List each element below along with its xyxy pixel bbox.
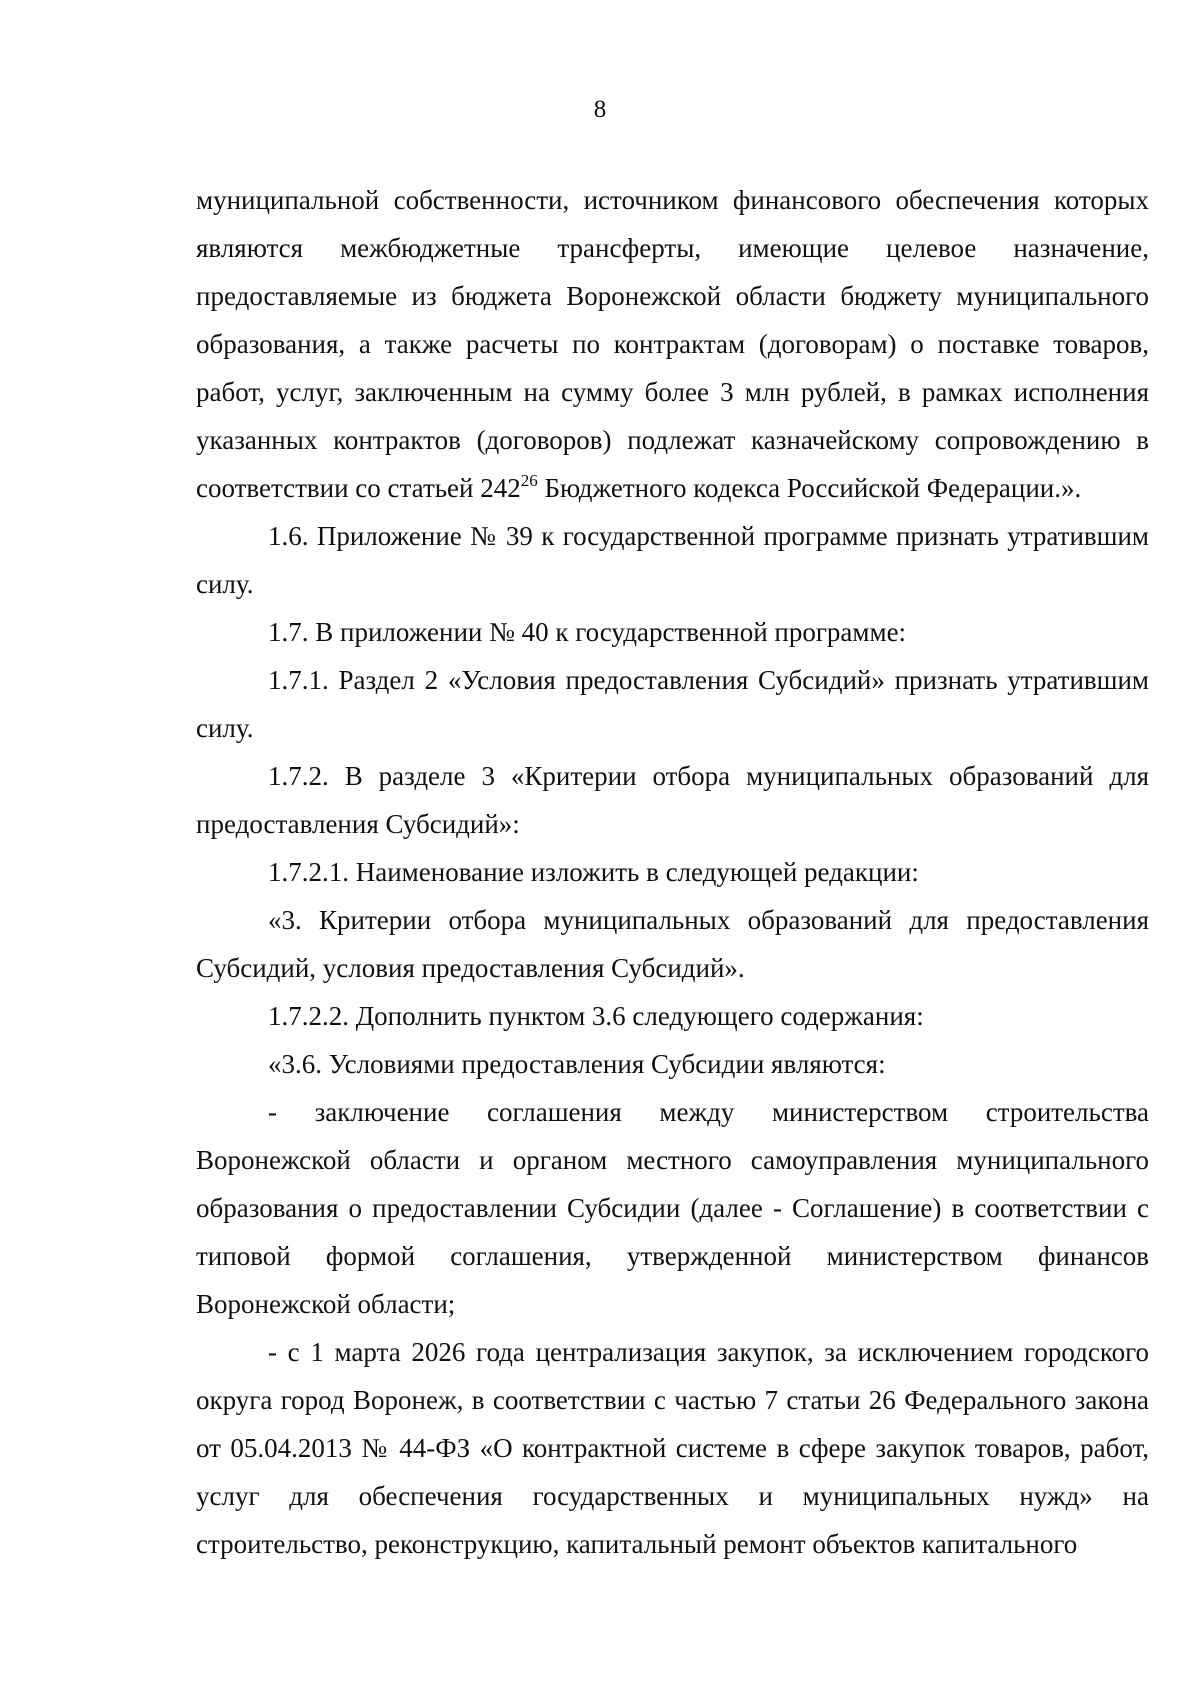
list-item-agreement: - заключение соглашения между министерством строительства Воронежской области и органом местного самоуправления муниципального образования о предоставлении Субсидии (далее - Соглашение) в соответствии с типовой формой соглашения, утвержденной министерством финансов Воронежской области;: [196, 1097, 1149, 1319]
list-item-procurement: - с 1 марта 2026 года централизация закупок, за исключением городского округа город Воронеж, в соответствии с частью 7 статьи 26 Федерального закона от 05.04.2013 № 44-ФЗ «О контрактной системе в сфере закупок товаров, работ, услуг для обеспечения государственных и муниципальных нужд» на строительство, реконструкцию, капитальный ремонт объектов капитального: [196, 1337, 1149, 1559]
paragraph-item-3-6: «3.6. Условиями предоставления Субсидии являются:: [268, 1049, 886, 1079]
paragraph-item-1-7-1: 1.7.1. Раздел 2 «Условия предоставления Субсидий» признать утратившим силу.: [196, 665, 1149, 743]
paragraph-item-1-7-2-2: 1.7.2.2. Дополнить пунктом 3.6 следующего содержания:: [268, 1001, 924, 1031]
paragraph-item-1-6: 1.6. Приложение № 39 к государственной программе признать утратившим силу.: [196, 521, 1149, 599]
paragraph-item-1-7: 1.7. В приложении № 40 к государственной программе:: [268, 617, 907, 647]
paragraph-item-1-7-2-1: 1.7.2.1. Наименование изложить в следующей редакции:: [268, 857, 919, 887]
paragraph-section-3-title: «3. Критерии отбора муниципальных образований для предоставления Субсидий, условия предоставления Субсидий».: [196, 905, 1149, 983]
document-body: [196, 176, 1149, 1568]
paragraph-item-1-7-2: 1.7.2. В разделе 3 «Критерии отбора муниципальных образований для предоставления Субсидий»:: [196, 761, 1149, 839]
paragraph-text: муниципальной собственности, источником финансового обеспечения которых являются межбюджетные трансферты, имеющие целевое назначение, предоставляемые из бюджета Воронежской области бюджету муниципального образования, а также расчеты по контрактам (договорам) о поставке товаров, работ, услуг, заключенным на сумму более 3 млн рублей, в рамках исполнения указанных контрактов (договоров) подлежат казначейскому сопровождению в соответствии со статьей 242: [196, 185, 1149, 503]
paragraph-text-tail: Бюджетного кодекса Российской Федерации.».: [537, 473, 1082, 503]
superscript-article-number: 26: [520, 471, 538, 490]
paragraph-continuation: [196, 176, 1149, 512]
page-number: 8: [593, 96, 607, 123]
